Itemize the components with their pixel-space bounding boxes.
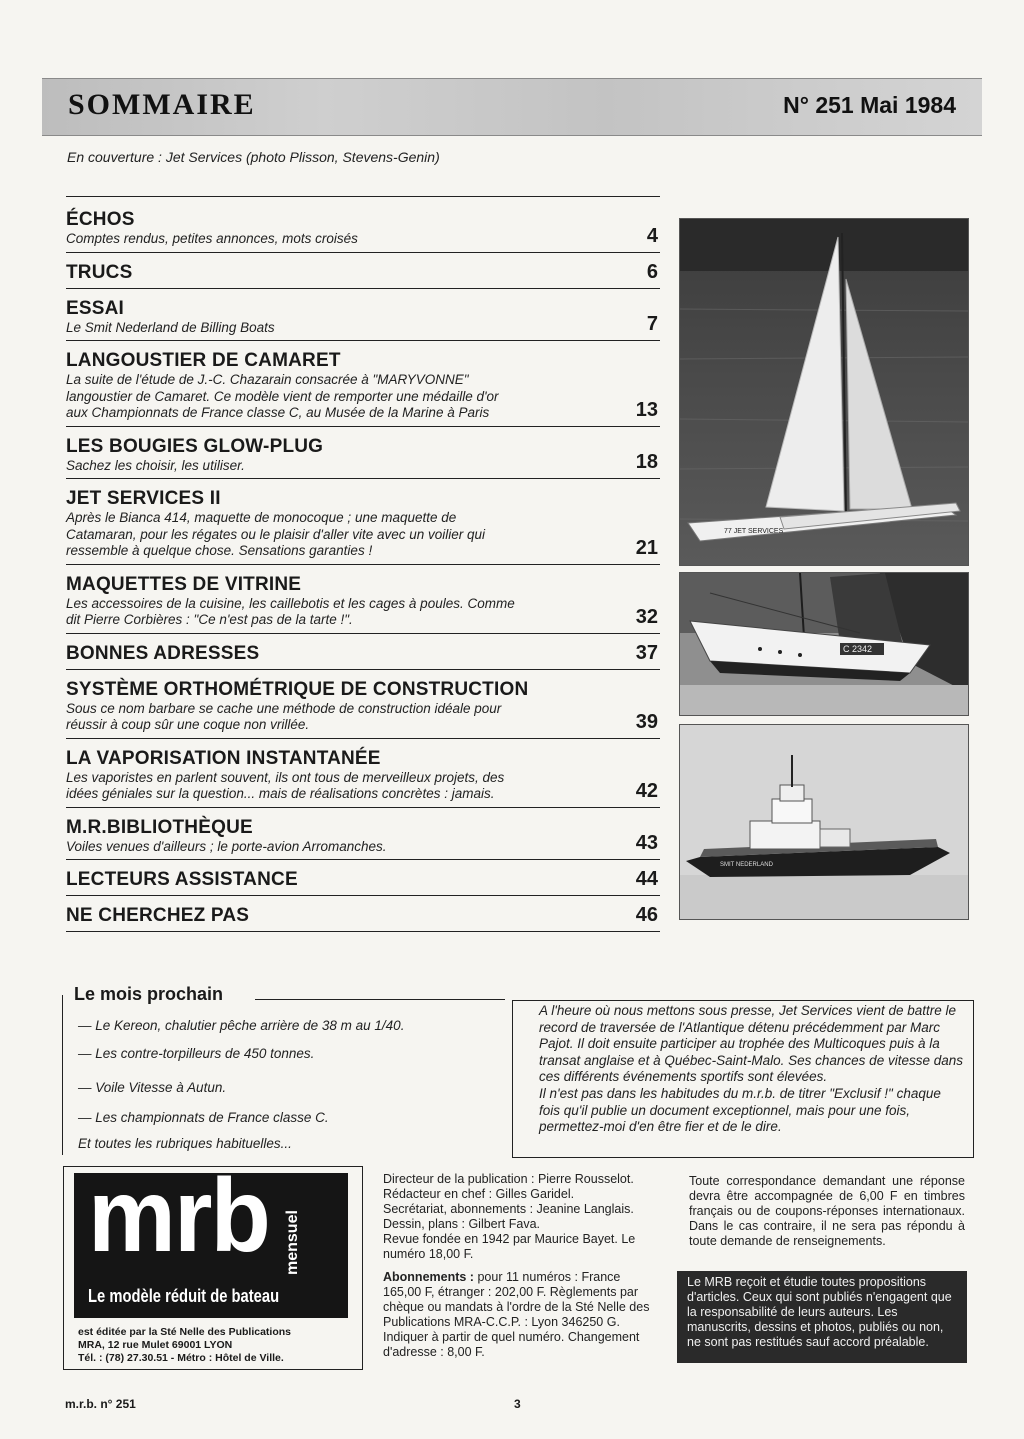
toc-entry — [66, 814, 660, 861]
toc-description: Les accessoires de la cuisine, les caillebotis et les cages à poules. Comme dit Pierre Corbières : "Ce n'est pas de la tarte !". — [66, 595, 515, 627]
page-title: SOMMAIRE — [68, 88, 256, 121]
langoustier-photo — [679, 572, 969, 716]
toc-description: Les vaporistes en parlent souvent, ils ont tous de merveilleux projets, des idées géniales sur la question... mais de réalisations concrètes : jamais. — [66, 769, 505, 801]
toc-page-number: 6 — [646, 260, 658, 283]
toc-page-number: 13 — [635, 398, 658, 421]
toc-description: Comptes rendus, petites annonces, mots croisés — [66, 231, 358, 246]
toc-page-number: 39 — [635, 710, 658, 733]
toc-entry — [66, 640, 660, 670]
toc-page-number: 7 — [646, 313, 658, 335]
toc-entry — [66, 206, 660, 253]
next-month-rule — [255, 999, 505, 1000]
footer-issue: m.r.b. n° 251 — [65, 1397, 136, 1411]
page-number: 3 — [514, 1397, 521, 1411]
mrb-subtitle: Le modèle réduit de bateau — [88, 1286, 280, 1306]
toc-entry — [66, 571, 660, 634]
toc-top-rule — [66, 196, 660, 197]
next-month-title: Le mois prochain — [74, 984, 229, 1005]
exclusive-paragraph: Il n'est pas dans les habitudes du m.r.b. de titrer "Exclusif !" chaque fois qu'il publie un document exceptionnel, mais pour une fois, permettez-moi d'en être fier et de le dire. — [539, 1085, 941, 1135]
toc-entry — [66, 433, 660, 480]
toc-page-number: 4 — [646, 224, 658, 247]
cover-credit: En couverture : Jet Services (photo Plisson, Stevens-Genin) — [67, 149, 440, 165]
next-month-closing: Et toutes les rubriques habituelles... — [78, 1136, 292, 1151]
toc-page-number: 32 — [635, 605, 658, 628]
mrb-frequency: mensuel — [284, 1210, 301, 1276]
langoustier-hull-text: C 2342 — [843, 644, 873, 654]
toc-title: MAQUETTES DE VITRINE — [66, 573, 302, 595]
toc-entry — [66, 295, 660, 342]
toc-title: LES BOUGIES GLOW-PLUG — [66, 435, 324, 457]
credits: Directeur de la publication : Pierre Rousselot. Rédacteur en chef : Gilles Garidel. Secrétariat, abonnements : Jeanine Langlais. Dessin, plans : Gilbert Fava. Revue fondée en 1942 par Maurice Bayet. Le numéro 18,00 F. Abonnements : pour 11 numéros : France 165,00 F, étranger : 202,00 F. Règlements par chèque ou mandats à l'ordre de la Sté Nelle des Publications MRA-C.C.P. : Lyon 346250 G. Indiquer à partir de quel numéro. Changement d'adresse : 8,00 F. — [383, 1172, 650, 1359]
toc-entry — [66, 866, 660, 896]
tug-hull-text: SMIT NEDERLAND — [720, 862, 773, 868]
next-month-item: — Les contre-torpilleurs de 450 tonnes. — [78, 1046, 315, 1061]
toc-page-number: 42 — [635, 779, 658, 802]
toc-page-number: 18 — [635, 451, 658, 473]
mrb-notice: Le MRB reçoit et étudie toutes propositions d'articles. Ceux qui sont publiés n'engagent que la responsabilité de leurs auteurs. Les manuscrits, dessins et photos, publiés ou non, ne sont pas restitués sauf accord préalable. — [677, 1271, 967, 1363]
toc-description: Sachez les choisir, les utiliser. — [66, 457, 245, 473]
toc-description: Sous ce nom barbare se cache une méthode de construction idéale pour réussir à coup sûr une coque non vrillée. — [66, 700, 502, 732]
exclusive-text — [539, 1003, 964, 1136]
toc-title: TRUCS — [66, 261, 133, 283]
exclusive-paragraph: A l'heure où nous mettons sous presse, Jet Services vient de battre le record de traversée de l'Atlantique détenu précédemment par Marc Pajot. Il doit ensuite participer au trophée des Multicoques puis à la transat anglaise et à Québec-Saint-Malo. Ses chances de vitesse dans ces différents événements sportifs sont élevées. — [539, 1003, 963, 1085]
toc-entry — [66, 745, 660, 808]
toc-title: ÉCHOS — [66, 209, 135, 230]
toc-title: ESSAI — [66, 297, 125, 319]
toc-description: Après le Bianca 414, maquette de monocoque ; une maquette de Catamaran, pour les régates ou le plaisir d'aller vite avec un voilier qui ressemble à quelque chose. Sensations garanties ! — [66, 510, 486, 558]
toc-entry — [66, 902, 660, 932]
toc-title: LA VAPORISATION INSTANTANÉE — [66, 747, 381, 769]
toc-page-number: 46 — [635, 904, 658, 926]
toc-description: Voiles venues d'ailleurs ; le porte-avion Arromanches. — [66, 838, 387, 854]
mrb-logo — [74, 1158, 348, 1318]
next-month-item: — Le Kereon, chalutier pêche arrière de 38 m au 1/40. — [78, 1018, 405, 1033]
toc-page-number: 37 — [635, 641, 658, 664]
toc-entry — [66, 485, 660, 565]
toc-entry — [66, 676, 660, 739]
toc-title: NE CHERCHEZ PAS — [66, 905, 250, 926]
next-month-item: — Les championnats de France classe C. — [78, 1110, 329, 1125]
next-month-item: — Voile Vitesse à Autun. — [78, 1080, 227, 1095]
toc-page-number: 43 — [635, 832, 658, 854]
catamaran-photo — [679, 218, 969, 566]
toc-title: LANGOUSTIER DE CAMARET — [66, 350, 341, 371]
toc-title: M.R.BIBLIOTHÈQUE — [66, 816, 253, 838]
toc-title: LECTEURS ASSISTANCE — [66, 869, 298, 890]
toc-title: BONNES ADRESSES — [66, 642, 260, 664]
mrb-logo-text: mrb — [88, 1158, 269, 1274]
toc-title: SYSTÈME ORTHOMÉTRIQUE DE CONSTRUCTION — [66, 678, 529, 700]
tugboat-photo — [679, 724, 969, 920]
toc-entry — [66, 347, 660, 427]
toc-description: La suite de l'étude de J.-C. Chazarain consacrée à "MARYVONNE" langoustier de Camaret. Ce modèle vient de remporter une médaille d'or aux Championnats de France classe C, au Musée de la Marine à Paris — [66, 372, 499, 420]
toc-title: JET SERVICES II — [66, 488, 221, 509]
subscriptions: Abonnements : pour 11 numéros : France 165,00 F, étranger : 202,00 F. Règlements par chèque ou mandats à l'ordre de la Sté Nelle des Publications MRA-C.C.P. : Lyon 346250 G. Indiquer à partir de quel numéro. Changement d'adresse : 8,00 F. — [383, 1270, 650, 1359]
table-of-contents — [66, 206, 660, 938]
toc-entry — [66, 259, 660, 289]
correspondence-note: Toute correspondance demandant une réponse devra être accompagnée de 6,00 F en timbres français ou de coupons-réponses internationaux. Dans le cas contraire, il ne sera pas répondu à toute demande de renseignements. — [689, 1174, 965, 1248]
toc-page-number: 21 — [635, 536, 658, 559]
next-month-frame — [62, 995, 63, 1155]
toc-description: Le Smit Nederland de Billing Boats — [66, 319, 275, 335]
issue-number: N° 251 Mai 1984 — [783, 92, 956, 118]
catamaran-hull-text: 77 JET SERVICES — [724, 528, 784, 535]
publisher-info: est éditée par la Sté Nelle des Publications MRA, 12 rue Mulet 69001 LYON Tél. : (78) 27.30.51 - Métro : Hôtel de Ville. — [78, 1326, 291, 1364]
toc-page-number: 44 — [635, 868, 658, 890]
